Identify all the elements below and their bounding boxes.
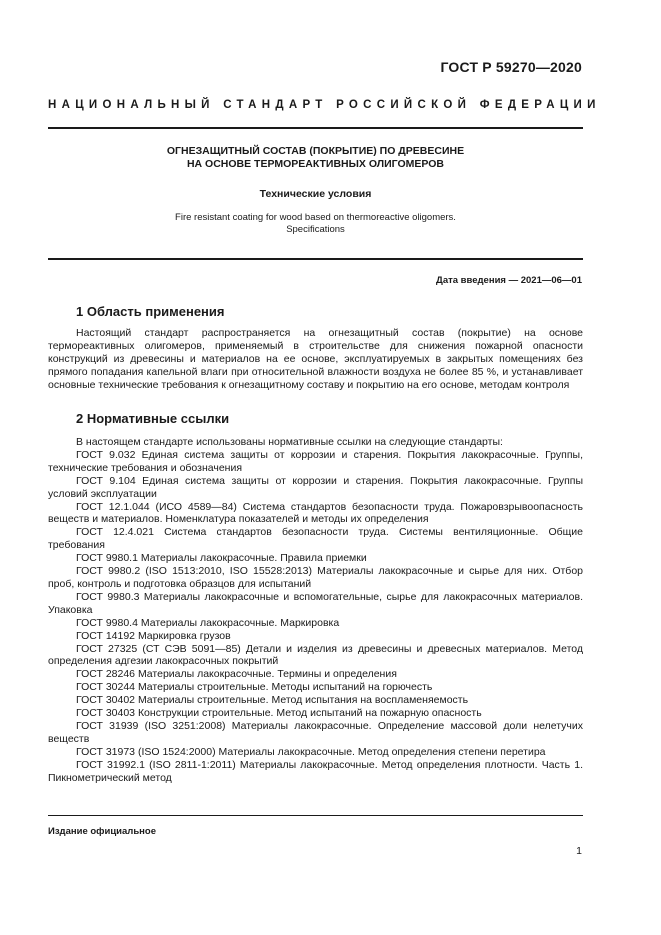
reference-item: ГОСТ 30403 Конструкции строительные. Метод испытаний на пожарную опасность xyxy=(76,707,482,720)
document-title xyxy=(48,145,583,171)
reference-item: ГОСТ 31939 (ISO 3251:2008) Материалы лакокрасочные. Определение массовой доли нелетучих веществ xyxy=(48,719,583,745)
reference-item: ГОСТ 31992.1 (ISO 2811-1:2011) Материалы лакокрасочные. Метод определения плотности. Часть 1. Пикнометрический метод xyxy=(48,758,583,784)
english-title-line-1: Fire resistant coating for wood based on thermoreactive oligomers. xyxy=(175,212,456,223)
reference-item: ГОСТ 9980.1 Материалы лакокрасочные. Правила приемки xyxy=(76,552,367,565)
reference-item: ГОСТ 30402 Материалы строительные. Метод испытания на воспламеняемость xyxy=(76,694,469,707)
section-1-text: Настоящий стандарт распространяется на огнезащитный состав (покрытие) на основе термореактивных олигомеров, применяемый в строительстве для снижения пожарной опасности конструкций из древесины и материалов на ее основе, эксплуатируемых в закрытых помещениях без прямого попадания капельной влаги при относительной влажности воздуха не более 85 %, и устанавливает основные технические требования к огнезащитному составу и покрытию на его основе, методам контроля xyxy=(48,327,583,391)
footer-rule xyxy=(48,815,583,816)
document-subtitle: Технические условия xyxy=(259,188,372,200)
reference-item: ГОСТ 31973 (ISO 1524:2000) Материалы лакокрасочные. Метод определения степени перетира xyxy=(76,745,546,758)
official-edition-note: Издание официальное xyxy=(48,826,156,837)
normative-references-list xyxy=(48,436,583,784)
section-2-heading: 2 Нормативные ссылки xyxy=(76,411,230,426)
english-title-line-2: Specifications xyxy=(286,224,345,235)
reference-item: ГОСТ 9.032 Единая система защиты от коррозии и старения. Покрытия лакокрасочные. Группы, технические требования и обозначения xyxy=(48,448,583,474)
reference-item: ГОСТ 27325 (СТ СЭВ 5091—85) Детали и изделия из древесины и древесных материалов. Метод определения адгезии лакокрасочных покрытий xyxy=(48,642,583,668)
reference-item: В настоящем стандарте использованы нормативные ссылки на следующие стандарты: xyxy=(76,436,503,448)
document-number: ГОСТ Р 59270—2020 xyxy=(440,59,582,75)
title-line-1: ОГНЕЗАЩИТНЫЙ СОСТАВ (ПОКРЫТИЕ) ПО ДРЕВЕСИНЕ xyxy=(166,145,465,157)
reference-item: ГОСТ 9980.4 Материалы лакокрасочные. Маркировка xyxy=(76,616,340,629)
reference-item: ГОСТ 28246 Материалы лакокрасочные. Термины и определения xyxy=(76,668,397,681)
reference-item: ГОСТ 14192 Маркировка грузов xyxy=(76,629,231,642)
section-1-heading: 1 Область применения xyxy=(76,304,225,319)
header-rule xyxy=(48,127,583,129)
introduction-date: Дата введения — 2021—06—01 xyxy=(436,275,582,286)
reference-item: ГОСТ 30244 Материалы строительные. Методы испытаний на горючесть xyxy=(76,681,433,694)
reference-item: ГОСТ 9.104 Единая система защиты от коррозии и старения. Покрытия лакокрасочные. Группы условий эксплуатации xyxy=(48,474,583,500)
reference-item: ГОСТ 12.4.021 Система стандартов безопасности труда. Системы вентиляционные. Общие требования xyxy=(48,526,583,552)
reference-item: ГОСТ 9980.3 Материалы лакокрасочные и вспомогательные, сырье для лакокрасочных материалов. Упаковка xyxy=(48,590,583,616)
title-rule xyxy=(48,258,583,260)
reference-item: ГОСТ 9980.2 (ISO 1513:2010, ISO 15528:2013) Материалы лакокрасочные и сырье для них. Отбор проб, контроль и подготовка образцов для испытаний xyxy=(48,565,583,590)
title-line-2: НА ОСНОВЕ ТЕРМОРЕАКТИВНЫХ ОЛИГОМЕРОВ xyxy=(186,158,445,170)
page-number: 1 xyxy=(576,845,582,857)
english-title xyxy=(48,212,583,236)
reference-item: ГОСТ 12.1.044 (ИСО 4589—84) Система стандартов безопасности труда. Пожаровзрывоопасность веществ и материалов. Номенклатура показателей и методы их определения xyxy=(48,500,583,526)
national-standard-header: НАЦИОНАЛЬНЫЙ СТАНДАРТ РОССИЙСКОЙ ФЕДЕРАЦИИ xyxy=(48,99,601,111)
